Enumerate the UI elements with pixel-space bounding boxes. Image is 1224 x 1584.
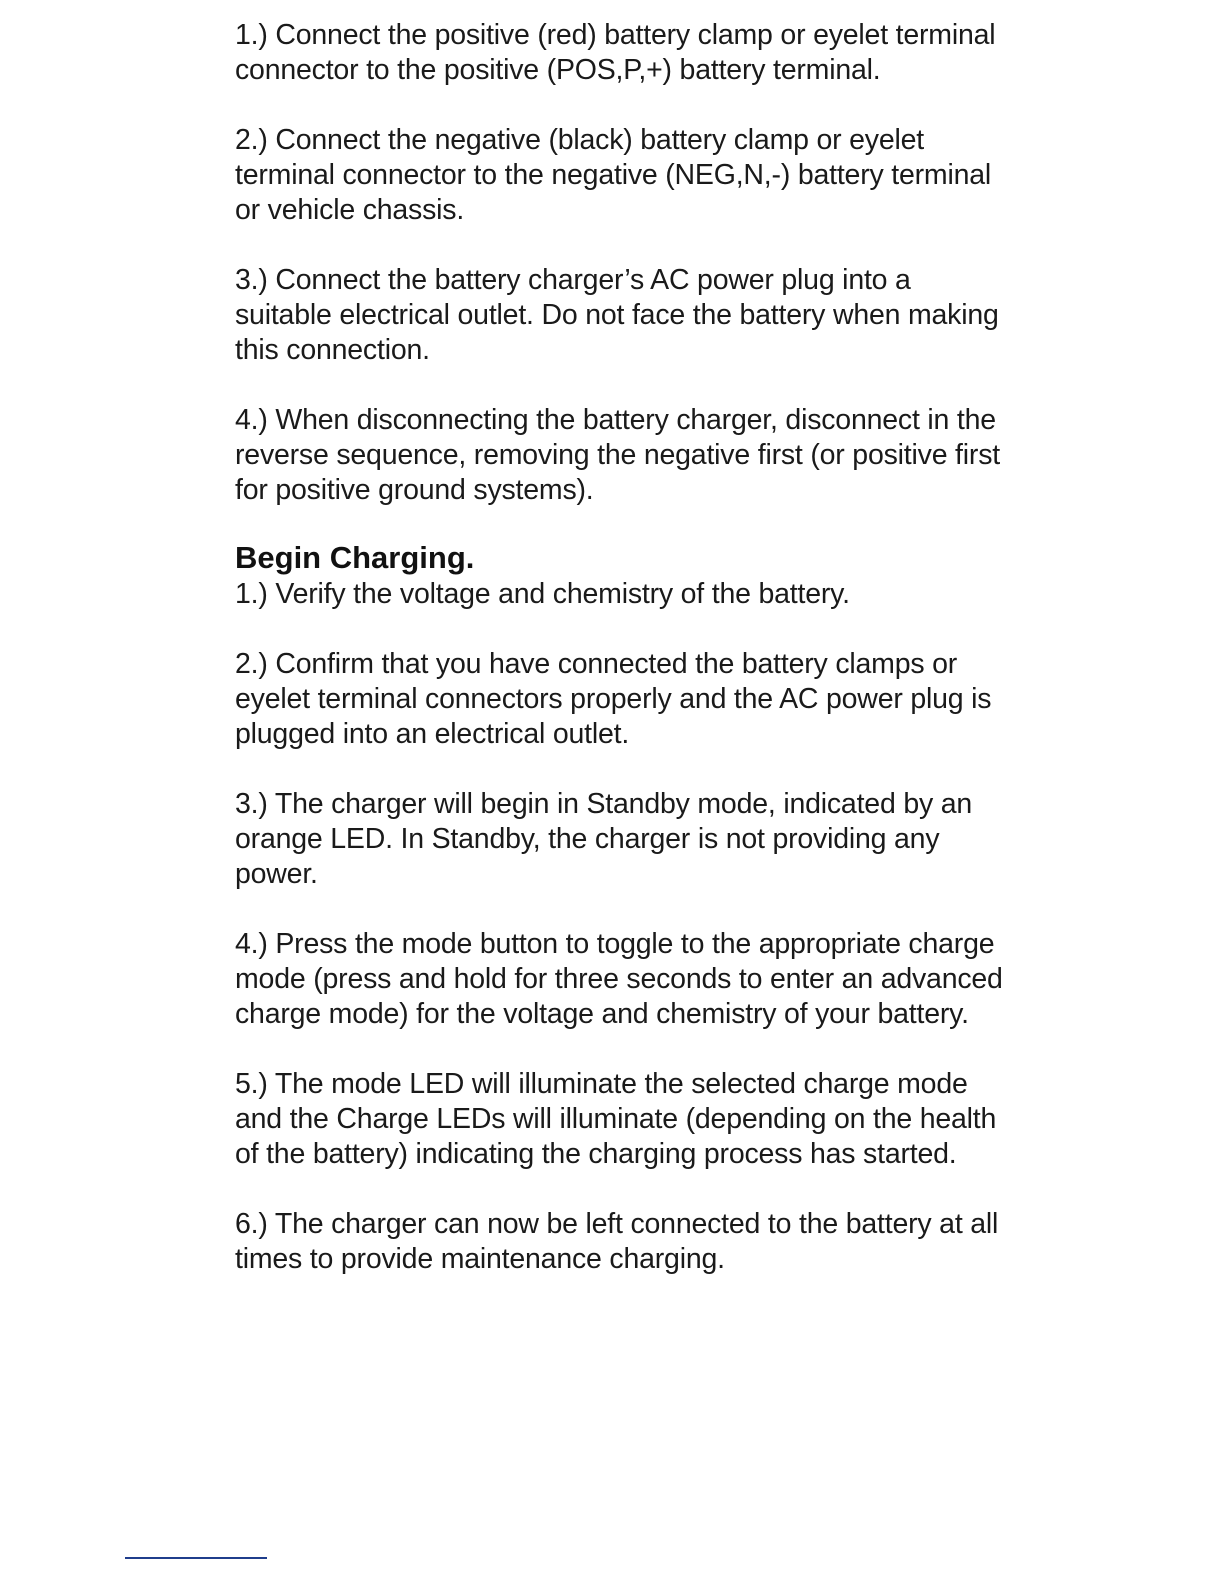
begin-charging-steps-list — [235, 577, 1010, 1277]
footer-divider — [125, 1557, 267, 1559]
begin-charging-heading: Begin Charging. — [235, 540, 475, 575]
charging-step-5: 5.) The mode LED will illuminate the selected charge mode and the Charge LEDs will illuminate (depending on the health of the battery) indicating the charging process has started. — [235, 1068, 997, 1170]
charging-step-4: 4.) Press the mode button to toggle to the appropriate charge mode (press and hold for three seconds to enter an advanced charge mode) for the voltage and chemistry of your battery. — [235, 928, 1003, 1030]
charging-step-6: 6.) The charger can now be left connected to the battery at all times to provide maintenance charging. — [235, 1208, 999, 1275]
charging-step-3: 3.) The charger will begin in Standby mode, indicated by an orange LED. In Standby, the charger is not providing any power. — [235, 788, 973, 890]
charging-step-2: 2.) Confirm that you have connected the battery clamps or eyelet terminal connectors properly and the AC power plug is plugged into an electrical outlet. — [235, 648, 992, 750]
connect-step-4: 4.) When disconnecting the battery charger, disconnect in the reverse sequence, removing the negative first (or positive first for positive ground systems). — [235, 404, 1000, 506]
connect-step-2: 2.) Connect the negative (black) battery clamp or eyelet terminal connector to the negative (NEG,N,-) battery terminal or vehicle chassis. — [235, 124, 992, 226]
connect-steps-list — [235, 18, 1010, 508]
charging-step-1: 1.) Verify the voltage and chemistry of the battery. — [235, 578, 850, 610]
document-page — [235, 18, 1010, 1312]
connect-step-3: 3.) Connect the battery charger’s AC power plug into a suitable electrical outlet. Do not face the battery when making this connection. — [235, 264, 999, 366]
connect-step-1: 1.) Connect the positive (red) battery clamp or eyelet terminal connector to the positive (POS,P,+) battery terminal. — [235, 19, 996, 86]
